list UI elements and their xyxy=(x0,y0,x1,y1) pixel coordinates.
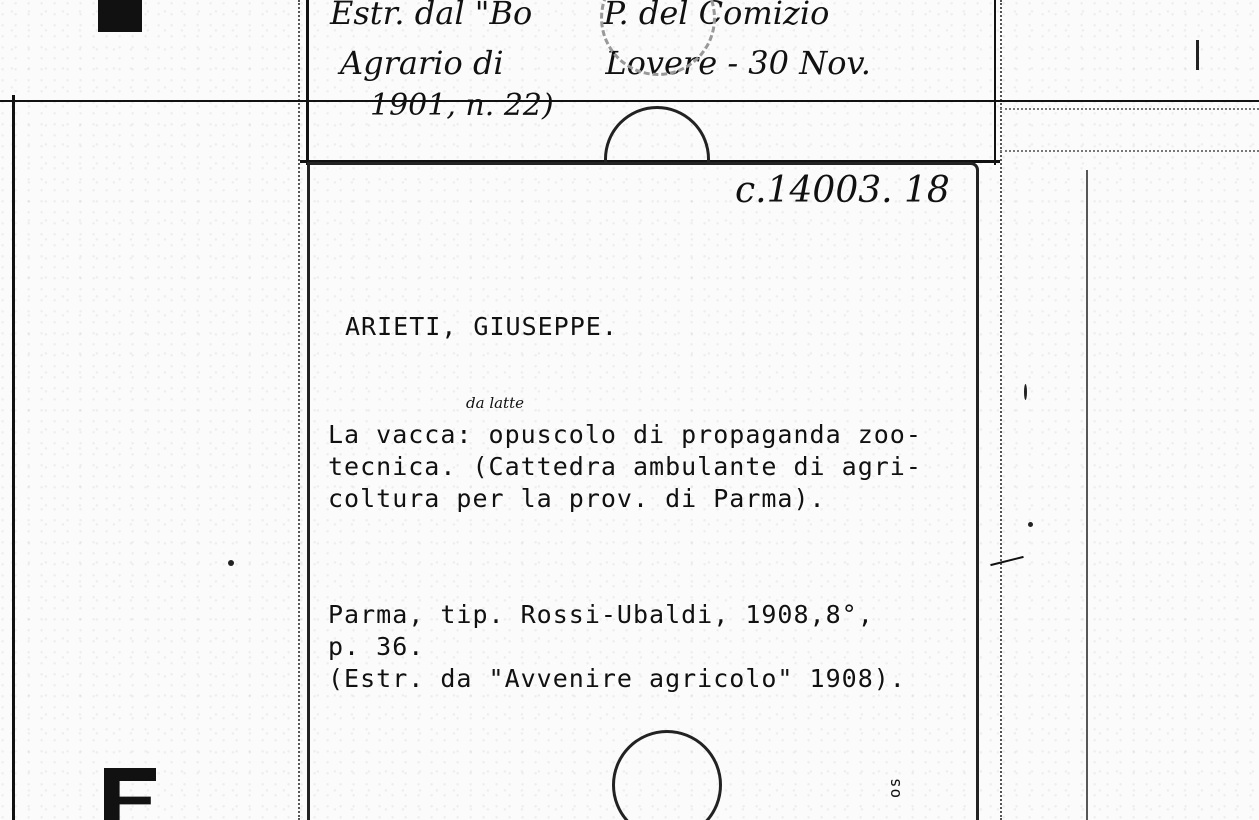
right-divider-short xyxy=(990,556,1023,566)
handwritten-line-1: Estr. dal "Bo P. del Comizio xyxy=(330,0,830,32)
handwritten-line-3: 1901, n. 22) xyxy=(370,88,554,123)
title-annotation: da latte xyxy=(466,394,524,412)
margin-mark: os xyxy=(885,776,905,799)
title-line-2: tecnica. (Cattedra ambulante di agri- xyxy=(328,452,922,481)
imprint-line-2: p. 36. xyxy=(328,632,425,661)
call-number: c.14003. 18 xyxy=(735,170,950,211)
speck xyxy=(1024,384,1027,400)
left-card-edge-dotted xyxy=(298,0,300,820)
scan-mark-bottom-left xyxy=(104,768,156,820)
title-line-1: La vacca: opuscolo di propaganda zoo- xyxy=(328,420,922,449)
right-top-dotted xyxy=(1000,108,1259,110)
left-card-edge-line xyxy=(306,0,309,165)
left-edge-line xyxy=(12,95,15,820)
author-heading: ARIETI, GIUSEPPE. xyxy=(345,312,618,341)
imprint-line-3: (Estr. da "Avvenire agricolo" 1908). xyxy=(328,664,906,693)
right-card-edge-dotted xyxy=(1000,0,1002,820)
speck xyxy=(1196,40,1199,70)
right-card-edge-line xyxy=(994,0,996,165)
handwritten-line-2: Agrario di Lovere - 30 Nov. xyxy=(340,44,871,82)
imprint-line-1: Parma, tip. Rossi-Ubaldi, 1908,8°, xyxy=(328,600,874,629)
scan-mark-top-left xyxy=(98,0,142,32)
far-right-line xyxy=(1086,170,1088,820)
right-divider-dotted xyxy=(1000,150,1259,152)
top-horizontal-line xyxy=(0,100,1259,102)
title-line-3: coltura per la prov. di Parma). xyxy=(328,484,826,513)
speck xyxy=(1028,522,1033,527)
speck xyxy=(228,560,234,566)
